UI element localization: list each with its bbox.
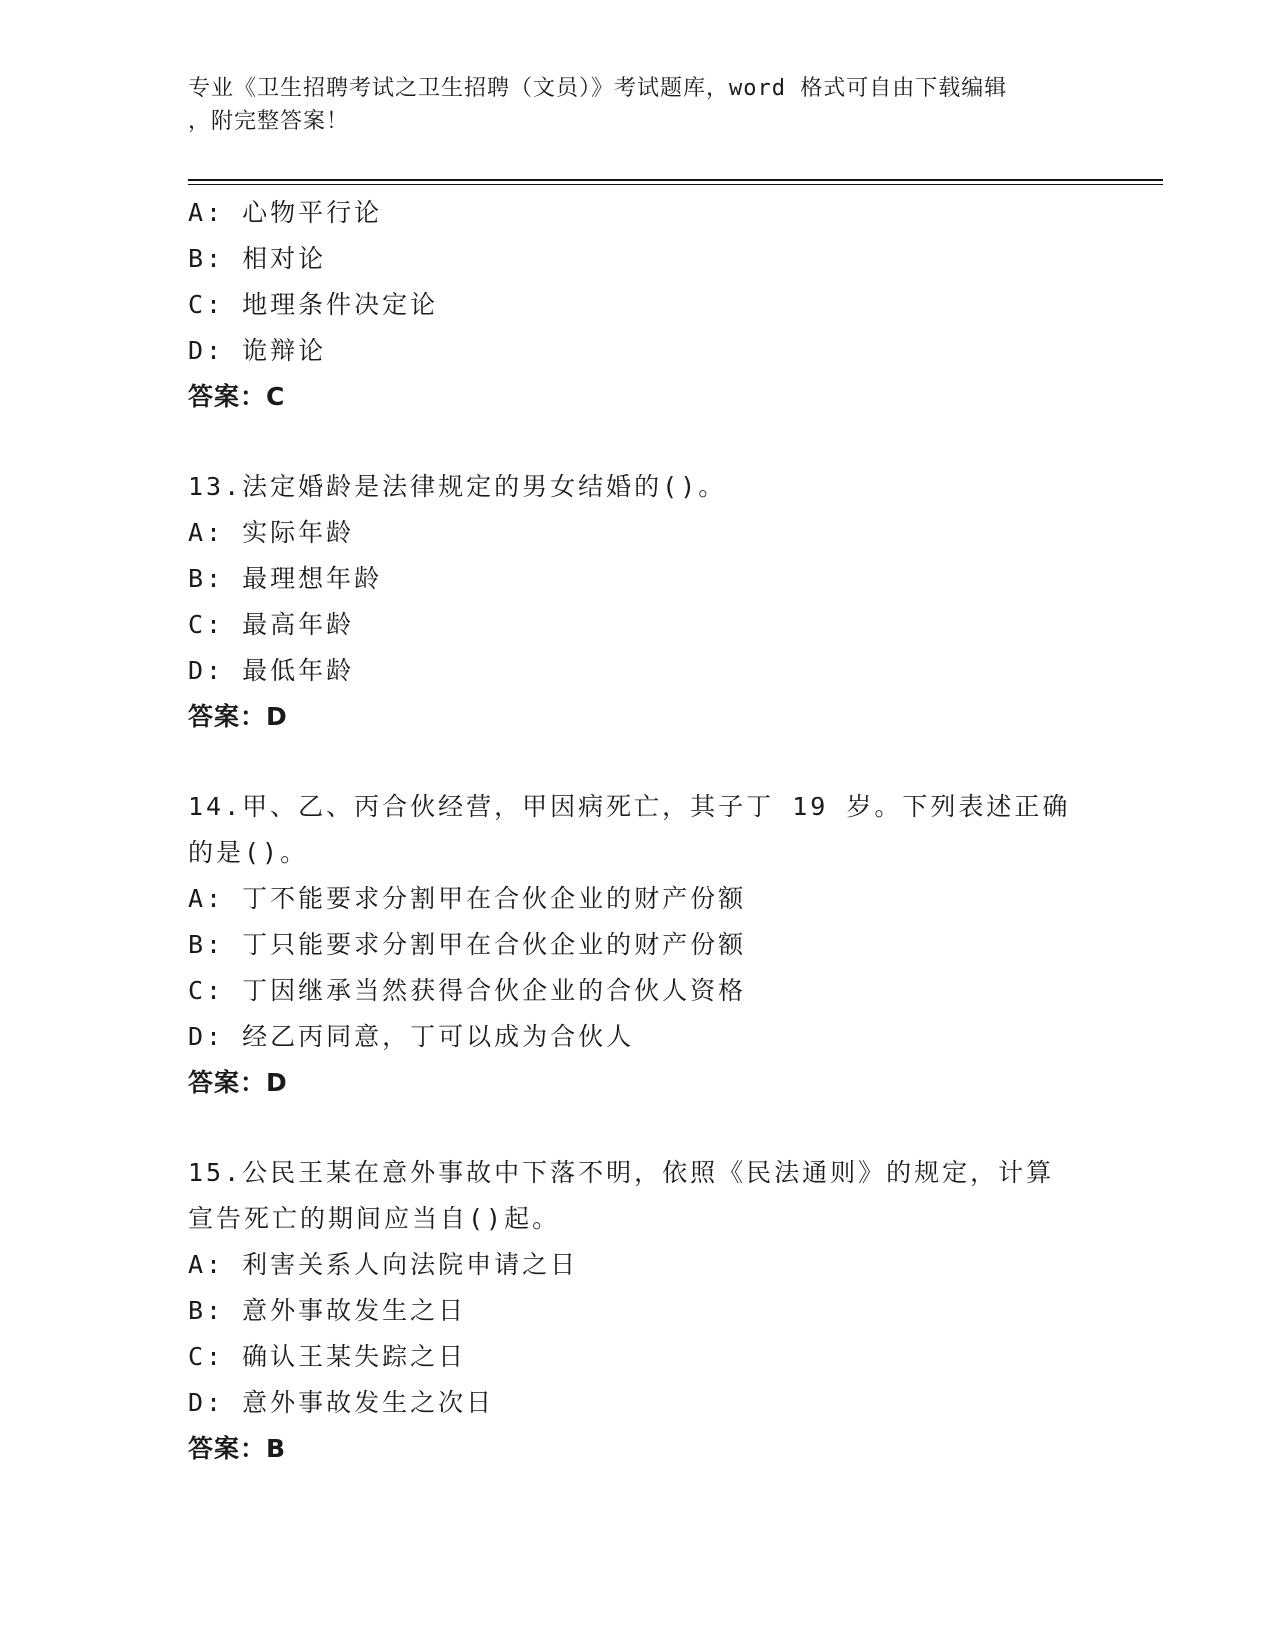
option-a: A: 心物平行论 — [188, 198, 383, 227]
option-a: A: 丁不能要求分割甲在合伙企业的财产份额 — [188, 884, 747, 913]
document-header — [188, 72, 1088, 138]
question-text-line-2: 的是()。 — [188, 838, 309, 867]
partial-question — [188, 190, 1088, 420]
option-c: C: 最高年龄 — [188, 610, 355, 639]
question-13 — [188, 464, 1088, 740]
header-divider-thick — [188, 179, 1163, 181]
question-text-line-2: 宣告死亡的期间应当自()起。 — [188, 1204, 561, 1233]
question-14 — [188, 784, 1088, 1106]
option-c: C: 地理条件决定论 — [188, 290, 439, 319]
answer: 答案：B — [188, 1434, 287, 1463]
option-d: D: 诡辩论 — [188, 336, 327, 365]
header-line-1: 专业《卫生招聘考试之卫生招聘（文员）》考试题库，word 格式可自由下载编辑 — [188, 76, 1008, 101]
option-c: C: 确认王某失踪之日 — [188, 1342, 467, 1371]
option-d: D: 意外事故发生之次日 — [188, 1388, 495, 1417]
answer: 答案：C — [188, 382, 286, 411]
question-text: 13.法定婚龄是法律规定的男女结婚的()。 — [188, 472, 727, 501]
header-line-2: ，附完整答案！ — [188, 109, 350, 134]
option-a: A: 实际年龄 — [188, 518, 355, 547]
answer: 答案：D — [188, 1068, 288, 1097]
header-divider-thin — [188, 184, 1163, 185]
question-text-line-1: 15.公民王某在意外事故中下落不明，依照《民法通则》的规定，计算 — [188, 1158, 1055, 1187]
option-c: C: 丁因继承当然获得合伙企业的合伙人资格 — [188, 976, 747, 1005]
option-b: B: 丁只能要求分割甲在合伙企业的财产份额 — [188, 930, 747, 959]
option-a: A: 利害关系人向法院申请之日 — [188, 1250, 579, 1279]
question-list — [188, 190, 1088, 1472]
option-d: D: 最低年龄 — [188, 656, 355, 685]
question-15 — [188, 1150, 1088, 1472]
option-b: B: 最理想年龄 — [188, 564, 383, 593]
option-b: B: 意外事故发生之日 — [188, 1296, 467, 1325]
answer: 答案：D — [188, 702, 288, 731]
question-text-line-1: 14.甲、乙、丙合伙经营，甲因病死亡，其子丁 19 岁。下列表述正确 — [188, 792, 1071, 821]
option-d: D: 经乙丙同意，丁可以成为合伙人 — [188, 1022, 635, 1051]
option-b: B: 相对论 — [188, 244, 327, 273]
